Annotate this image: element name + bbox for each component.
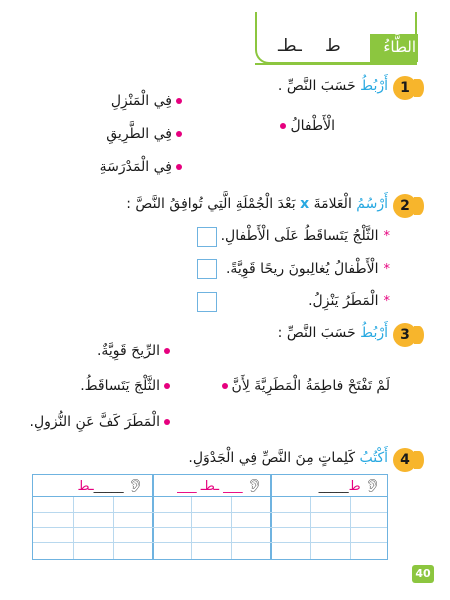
exercise-4-instruction-rest: كَلِماتٍ مِنَ النَّصِّ فِي الْجَدْوَلِ.: [188, 450, 356, 466]
exercise-2-badge: 2: [393, 194, 417, 218]
header-letter-isolated: ط: [325, 36, 341, 56]
table-column-divider: [152, 475, 154, 559]
match-dot[interactable]: [176, 164, 182, 170]
star-bullet: *: [383, 294, 390, 309]
star-bullet: *: [383, 229, 390, 244]
table-header-cell-2: [177, 475, 263, 497]
table-header-cell-1: [319, 475, 381, 497]
exercise-1-verb: أَرْبُطُ: [360, 78, 388, 94]
table-sub-divider: [191, 497, 192, 559]
page-number: 40: [412, 565, 434, 583]
ear-icon: 👂︎: [246, 479, 263, 494]
sentence-text: الْأَطْفالُ يُغالِبونَ ريحًا قَوِيَّةً.: [225, 261, 379, 277]
header-divider: [255, 63, 417, 65]
star-bullet: *: [383, 262, 390, 277]
exercise-1-instruction: [278, 78, 388, 94]
exercise-3-badge: 3: [393, 323, 417, 347]
exercise-3-option-2: [80, 378, 174, 394]
checkbox-sentence-1[interactable]: [197, 227, 217, 247]
exercise-2-rest-b: بَعْدَ الْجُمْلَةِ الَّتِي تُوافِقُ النَّصَّ :: [126, 196, 296, 212]
checkbox-sentence-2[interactable]: [197, 259, 217, 279]
option-text: الرِّيحَ قَوِيَّةٌ.: [96, 343, 160, 359]
match-dot[interactable]: [164, 348, 170, 354]
exercise-3-instruction: [278, 325, 388, 341]
exercise-3-option-3: [30, 414, 174, 430]
exercise-3-instruction-rest: حَسَبَ النَّصِّ :: [277, 325, 356, 341]
table-sub-divider: [73, 497, 74, 559]
table-column-divider: [270, 475, 272, 559]
match-dot[interactable]: [222, 383, 228, 389]
ear-icon: 👂︎: [127, 479, 144, 494]
exercise-3-verb: أَرْبُطُ: [360, 325, 388, 341]
header-cell-blank: _____: [318, 479, 349, 493]
exercise-1-left-word: [276, 118, 335, 134]
exercise-4-verb: أَكْتُبُ: [359, 450, 388, 466]
table-row-line: [33, 527, 387, 528]
exercise-1-badge: 1: [393, 76, 417, 100]
option-text: الثَّلْجَ يَتَساقَطُ.: [80, 378, 160, 394]
exercise-2-sentence-3: [308, 293, 390, 309]
match-dot[interactable]: [164, 383, 170, 389]
table-header-cell-3: [78, 475, 145, 497]
header-cell-blank: _____: [93, 479, 124, 493]
header-cell-letter: ط: [348, 479, 361, 494]
exercise-4-instruction: [188, 450, 388, 466]
table-row-line: [33, 542, 387, 543]
exercise-2-rest-a: الْعَلامَةَ: [313, 196, 352, 212]
sentence-text: الثَّلْجُ يَتَساقَطُ عَلَى الْأَطْفالِ.: [220, 228, 379, 244]
sentence-text: الْمَطَرُ يَنْزِلُ.: [308, 293, 379, 309]
x-mark: x: [300, 196, 310, 212]
option-text: فِي الْمَنْزِلِ: [110, 93, 172, 109]
exercise-3-stem: [218, 378, 390, 394]
exercise-2-instruction: [126, 196, 388, 212]
header-cell-blank: ___ ـطـ ___: [177, 479, 243, 494]
option-text: فِي الطَّرِيقِ: [106, 126, 172, 142]
header-letter-medial: ـطـ: [278, 36, 302, 56]
match-dot[interactable]: [164, 419, 170, 425]
table-sub-divider: [231, 497, 232, 559]
exercise-1-option-3: [100, 159, 186, 175]
exercise-1-left-word-text: الْأَطْفالُ: [290, 118, 335, 134]
stem-text: لَمْ تَفْتَحْ فاطِمَةُ الْمَطَرِيَّةَ لِأَنَّ: [231, 378, 390, 394]
option-text: فِي الْمَدْرَسَةِ: [99, 159, 172, 175]
exercise-4-badge: 4: [393, 448, 417, 472]
words-table: [32, 474, 388, 560]
table-sub-divider: [350, 497, 351, 559]
exercise-3-option-1: [97, 343, 174, 359]
header-title: الطَّاءُ: [383, 38, 416, 56]
table-sub-divider: [310, 497, 311, 559]
exercise-2-verb: أَرْسُمُ: [356, 196, 388, 212]
table-row-line: [33, 512, 387, 513]
option-text: الْمَطَرَ كَفَّ عَنِ النُّزولِ.: [29, 414, 160, 430]
exercise-2-sentence-1: [221, 228, 390, 244]
header-cell-letter: ـط: [77, 479, 94, 494]
exercise-1-option-2: [106, 126, 186, 142]
checkbox-sentence-3[interactable]: [197, 292, 217, 312]
match-dot[interactable]: [280, 123, 286, 129]
exercise-1-option-1: [111, 93, 186, 109]
exercise-1-instruction-rest: حَسَبَ النَّصِّ .: [277, 78, 356, 94]
match-dot[interactable]: [176, 131, 182, 137]
match-dot[interactable]: [176, 98, 182, 104]
ear-icon: 👂︎: [364, 479, 381, 494]
table-sub-divider: [113, 497, 114, 559]
exercise-2-sentence-2: [226, 261, 390, 277]
